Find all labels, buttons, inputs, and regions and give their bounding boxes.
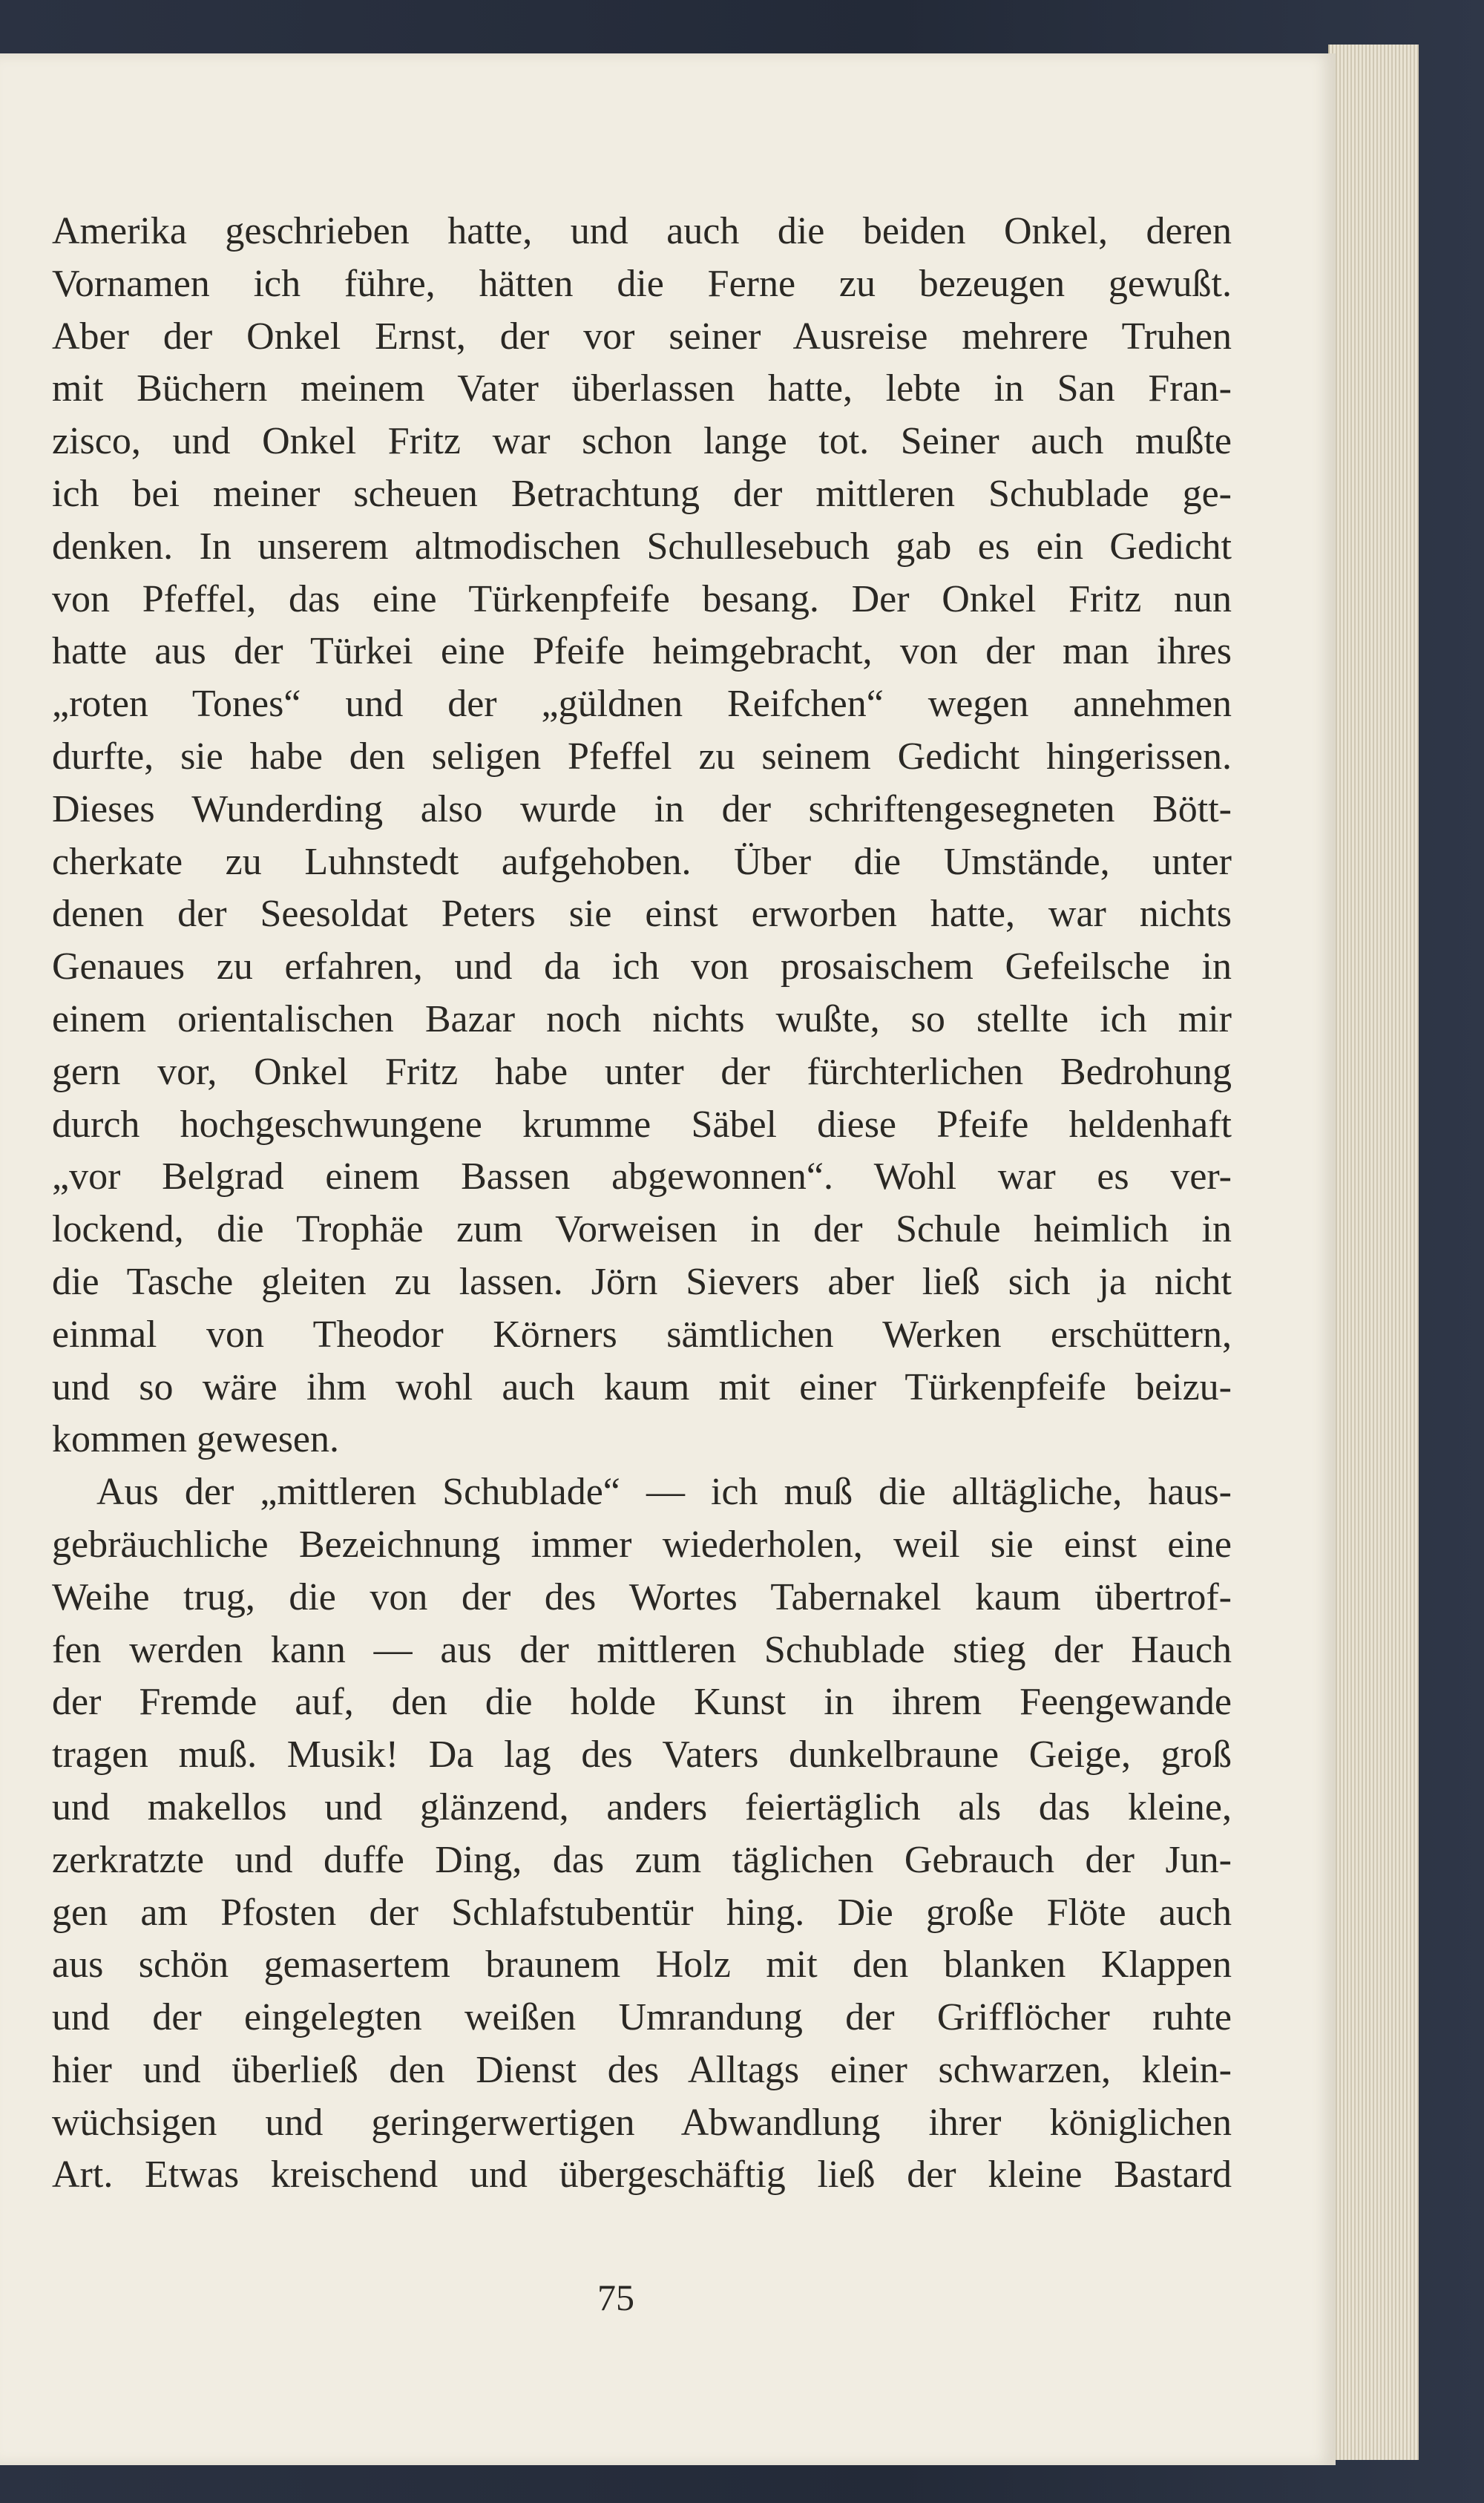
text-line: Genaues zu erfahren, und da ich von prosaischem Gefeilsche in <box>52 945 1232 988</box>
text-line: lockend, die Trophäe zum Vorweisen in der Schule heimlich in <box>52 1208 1232 1251</box>
text-line: zisco, und Onkel Fritz war schon lange tot. Seiner auch mußte <box>52 420 1232 463</box>
text-line: gebräuchliche Bezeichnung immer wiederholen, weil sie einst eine <box>52 1523 1232 1566</box>
text-line: einem orientalischen Bazar noch nichts wußte, so stellte ich mir <box>52 997 1232 1040</box>
text-line: und so wäre ihm wohl auch kaum mit einer Türkenpfeife beizu- <box>52 1365 1232 1408</box>
text-line: und der eingelegten weißen Umrandung der Grifflöcher ruhte <box>52 1996 1232 2039</box>
text-line: denken. In unserem altmodischen Schullesebuch gab es ein Gedicht <box>52 525 1232 568</box>
text-line: Aus der „mittleren Schublade“ — ich muß die alltägliche, haus- <box>96 1471 1232 1514</box>
text-line: cherkate zu Luhnstedt aufgehoben. Über die Umstände, unter <box>52 840 1232 883</box>
text-line: aus schön gemasertem braunem Holz mit den blanken Klappen <box>52 1943 1232 1987</box>
text-line: ich bei meiner scheuen Betrachtung der mittleren Schublade ge- <box>52 472 1232 515</box>
text-line: kommen gewesen. <box>52 1418 340 1461</box>
text-line: Weihe trug, die von der des Wortes Tabernakel kaum übertrof- <box>52 1575 1232 1618</box>
text-line: von Pfeffel, das eine Türkenpfeife besang. Der Onkel Fritz nun <box>52 577 1232 620</box>
text-line: „roten Tones“ und der „güldnen Reifchen“ wegen annehmen <box>52 683 1232 726</box>
body-text <box>52 206 1232 2202</box>
text-line: durfte, sie habe den seligen Pfeffel zu seinem Gedicht hingerissen. <box>52 735 1232 778</box>
text-line: durch hochgeschwungene krumme Säbel diese Pfeife heldenhaft <box>52 1103 1232 1146</box>
page-number: 75 <box>597 2277 634 2318</box>
text-line: tragen muß. Musik! Da lag des Vaters dunkelbraune Geige, groß <box>52 1733 1232 1777</box>
text-line: fen werden kann — aus der mittleren Schublade stieg der Hauch <box>52 1628 1232 1671</box>
text-line: die Tasche gleiten zu lassen. Jörn Sievers aber ließ sich ja nicht <box>52 1260 1232 1303</box>
page-edges <box>1328 45 1419 2460</box>
text-line: wüchsigen und geringerwertigen Abwandlung ihrer königlichen <box>52 2101 1232 2144</box>
text-line: der Fremde auf, den die holde Kunst in ihrem Feengewande <box>52 1681 1232 1724</box>
text-line: Aber der Onkel Ernst, der vor seiner Ausreise mehrere Truhen <box>52 315 1232 358</box>
text-line: zerkratzte und duffe Ding, das zum täglichen Gebrauch der Jun- <box>52 1838 1232 1881</box>
text-line: hier und überließ den Dienst des Alltags einer schwarzen, klein- <box>52 2048 1232 2091</box>
text-line: einmal von Theodor Körners sämtlichen Werken erschüttern, <box>52 1313 1232 1356</box>
text-line: denen der Seesoldat Peters sie einst erworben hatte, war nichts <box>52 893 1232 936</box>
book-page <box>0 53 1336 2465</box>
text-line: gen am Pfosten der Schlafstubentür hing. Die große Flöte auch <box>52 1891 1232 1934</box>
text-line: „vor Belgrad einem Bassen abgewonnen“. Wohl war es ver- <box>52 1155 1232 1198</box>
text-line: und makellos und glänzend, anders feiertäglich als das kleine, <box>52 1785 1232 1828</box>
text-line: Dieses Wunderding also wurde in der schriftengesegneten Bött- <box>52 787 1232 830</box>
text-line: Art. Etwas kreischend und übergeschäftig ließ der kleine Bastard <box>52 2153 1232 2197</box>
text-line: hatte aus der Türkei eine Pfeife heimgebracht, von der man ihres <box>52 630 1232 673</box>
text-line: mit Büchern meinem Vater überlassen hatte, lebte in San Fran- <box>52 367 1232 410</box>
text-line: Amerika geschrieben hatte, und auch die beiden Onkel, deren <box>52 210 1232 252</box>
text-line: Vornamen ich führe, hätten die Ferne zu bezeugen gewußt. <box>52 262 1232 305</box>
text-line: gern vor, Onkel Fritz habe unter der fürchterlichen Bedrohung <box>52 1050 1232 1093</box>
